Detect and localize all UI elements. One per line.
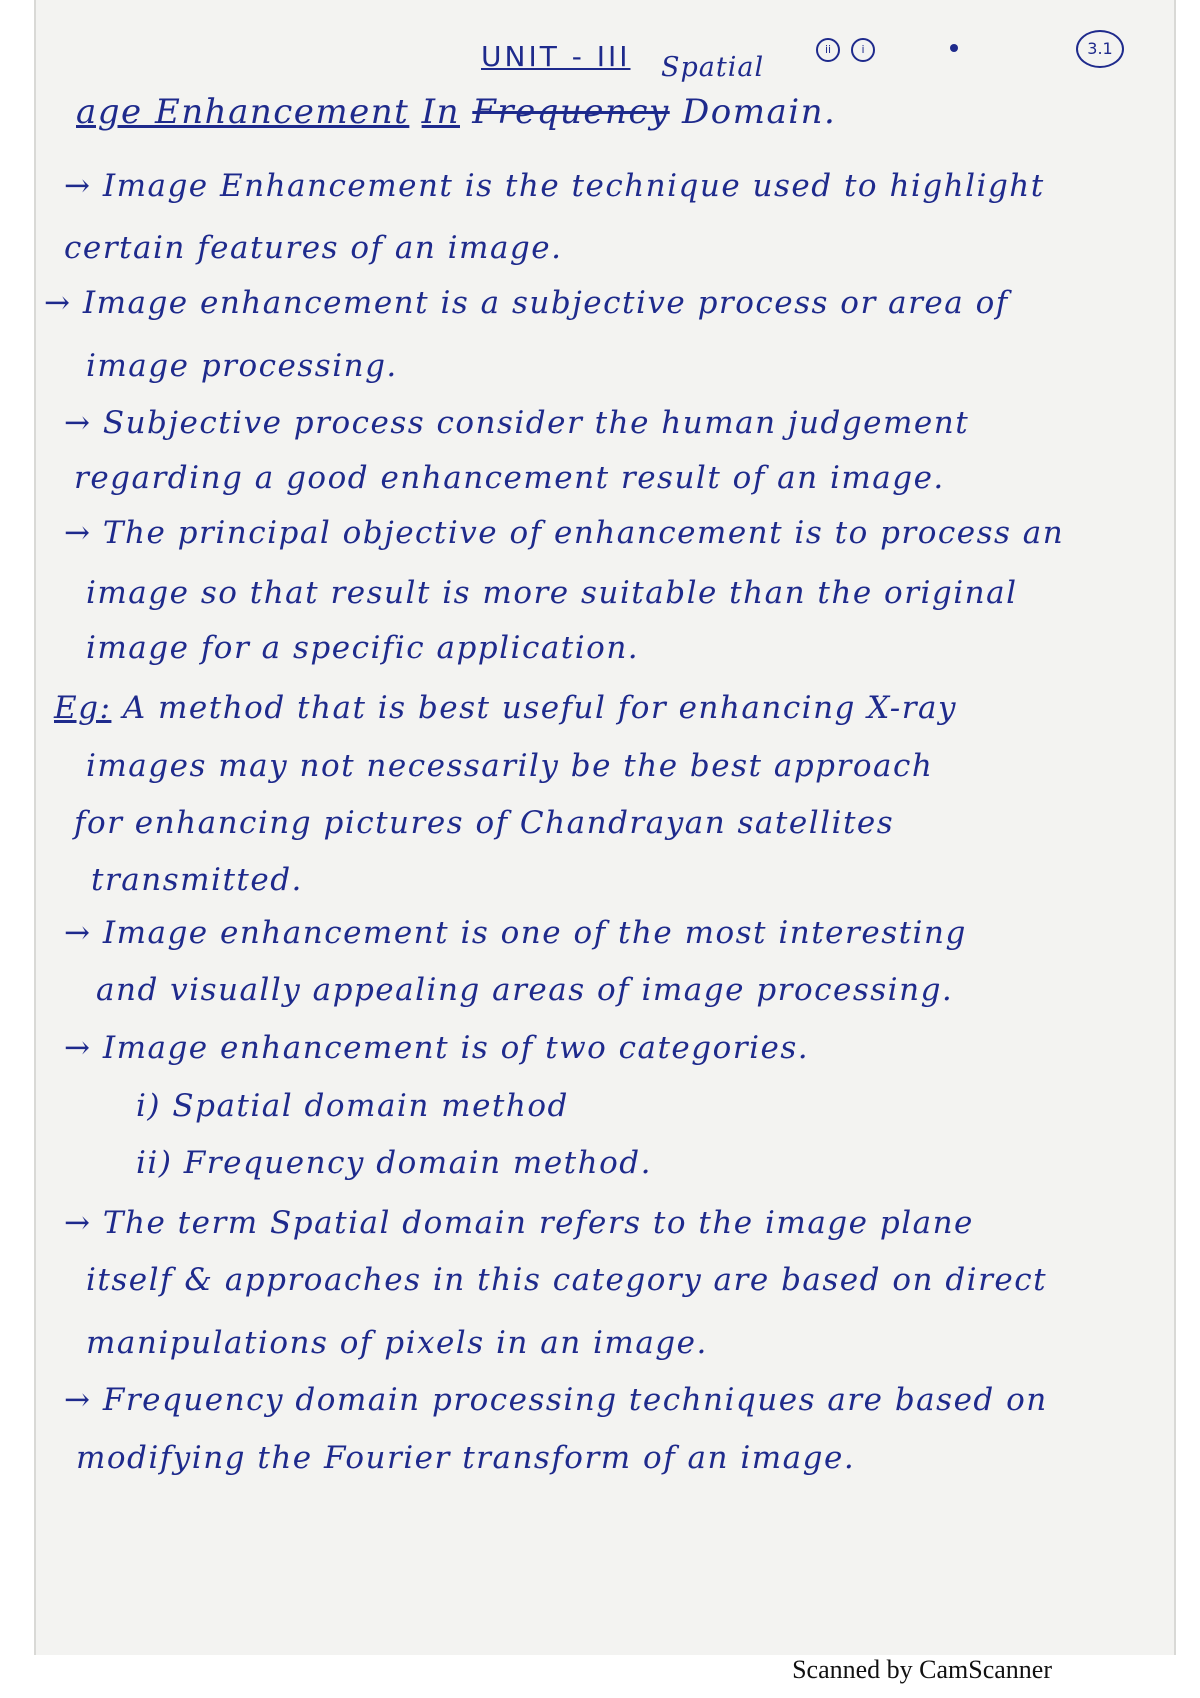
- note-line: image processing.: [86, 348, 398, 384]
- note-line: → Frequency domain processing techniques are based on: [64, 1382, 1048, 1418]
- note-line: and visually appealing areas of image processing.: [96, 972, 954, 1008]
- note-line: regarding a good enhancement result of an image.: [74, 460, 945, 496]
- note-line: → Image enhancement is one of the most interesting: [64, 915, 967, 951]
- note-line: → Image Enhancement is the technique used to highlight: [64, 168, 1045, 204]
- note-line: images may not necessarily be the best approach: [86, 748, 934, 784]
- note-line: certain features of an image.: [64, 230, 563, 266]
- page-title: [76, 92, 836, 132]
- example-text: A method that is best useful for enhancing X-ray: [122, 690, 958, 726]
- note-line: transmitted.: [91, 862, 303, 898]
- note-line: → Image enhancement is of two categories.: [64, 1030, 810, 1066]
- unit-heading: UNIT - III: [481, 40, 631, 73]
- note-line: image so that result is more suitable than the original: [86, 575, 1018, 611]
- title-tail: Domain.: [682, 92, 837, 132]
- title-struck-word: Frequency: [472, 92, 670, 132]
- title-in: In: [421, 92, 460, 132]
- note-line: → The term Spatial domain refers to the image plane: [64, 1205, 974, 1241]
- note-line: manipulations of pixels in an image.: [86, 1325, 708, 1361]
- page-number-mark: 3.1: [1076, 30, 1124, 68]
- note-line: modifying the Fourier transform of an image.: [76, 1440, 856, 1476]
- scanned-page: [34, 0, 1176, 1655]
- note-line: image for a specific application.: [86, 630, 640, 666]
- ink-dot: [950, 44, 958, 52]
- circled-mark-i: i: [851, 38, 875, 62]
- note-line: → The principal objective of enhancement is to process an: [64, 515, 1065, 551]
- circled-mark-ii: ii: [816, 38, 840, 62]
- note-line: → Subjective process consider the human judgement: [64, 405, 970, 441]
- scanner-watermark: Scanned by CamScanner: [792, 1655, 1052, 1684]
- note-line: i) Spatial domain method: [136, 1088, 569, 1124]
- title-insert-spatial: Spatial: [661, 52, 765, 83]
- note-line: ii) Frequency domain method.: [136, 1145, 652, 1181]
- note-line: → Image enhancement is a subjective process or area of: [44, 285, 1009, 321]
- note-line: for enhancing pictures of Chandrayan satellites: [74, 805, 895, 841]
- title-lead: age Enhancement: [76, 92, 410, 132]
- note-line: itself & approaches in this category are based on direct: [86, 1262, 1048, 1298]
- example-label: Eg:: [54, 690, 112, 726]
- example-line: [54, 690, 957, 726]
